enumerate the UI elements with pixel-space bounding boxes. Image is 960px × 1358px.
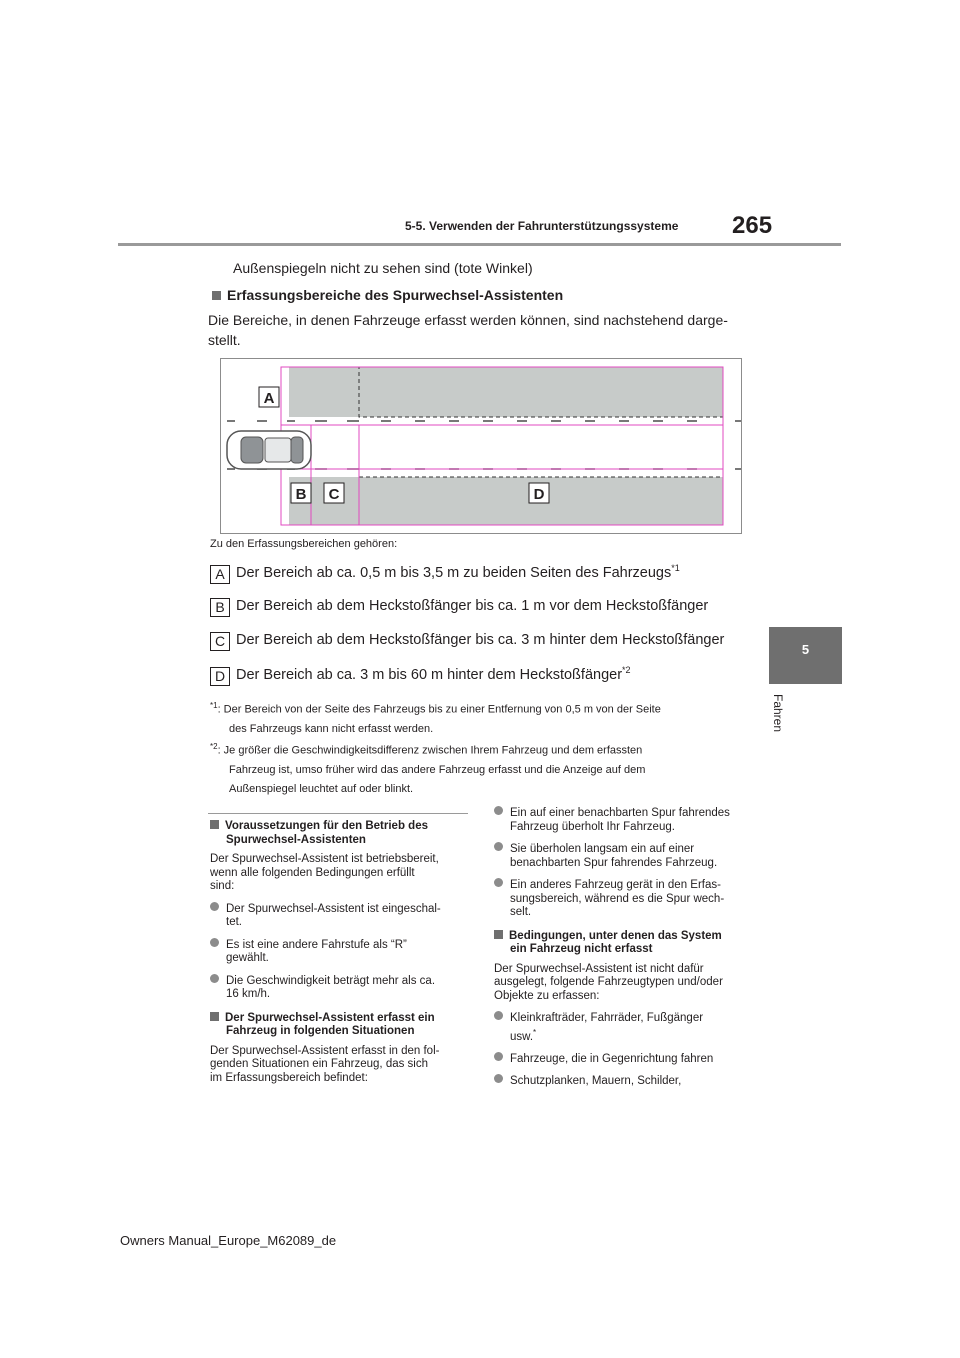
footnote-1-line1: : Der Bereich von der Seite des Fahrzeugs bis zu einer Entfernung von 0,5 m von der Seite (217, 703, 661, 716)
legend-key-a: A (210, 565, 230, 584)
label-b: B (295, 486, 307, 503)
legend-text-a: Der Bereich ab ca. 0,5 m bis 3,5 m zu beiden Seiten des Fahrzeugs (236, 564, 672, 581)
left-bullet-2 (210, 938, 472, 966)
right-bullet-3-line1: Ein anderes Fahrzeug gerät in den Erfas- (510, 879, 721, 891)
left-bullet-1-line2: tet. (226, 916, 242, 928)
left-heading-2-line2: Fahrzeug in folgenden Situationen (226, 1025, 415, 1037)
right-bullet-6-text: Schutzplanken, Mauern, Schilder, (510, 1075, 682, 1088)
right-bullet-3-line2: sungsbereich, während es die Spur wech- (510, 892, 725, 905)
heading-square-icon (210, 1012, 219, 1021)
right-heading-1 (494, 930, 756, 957)
right-bullet-5-text: Fahrzeuge, die in Gegenrichtung fahren (510, 1052, 714, 1065)
left-paragraph-1-line1: Der Spurwechsel-Assistent ist betriebsbereit, (210, 853, 439, 865)
diagram-caption: Zu den Erfassungsbereichen gehören: (210, 538, 398, 550)
column-separator (208, 813, 468, 814)
detection-area-diagram (220, 358, 742, 534)
bullet-dot-icon (210, 974, 219, 983)
heading-square-icon (212, 291, 221, 300)
right-bullet-4 (494, 1011, 756, 1044)
left-heading-1-line2: Spurwechsel-Assistenten (226, 833, 366, 846)
zone-d-top (359, 367, 723, 417)
left-column (210, 820, 472, 1085)
legend-key-c: C (210, 632, 230, 651)
left-paragraph-1 (210, 853, 472, 894)
bullet-dot-icon (494, 806, 503, 815)
footer-document-id: Owners Manual_Europe_M62089_de (120, 1233, 337, 1248)
header-rule (118, 243, 841, 246)
right-bullet-6 (494, 1074, 756, 1089)
right-bullet-4-line1: Kleinkrafträder, Fahrräder, Fußgänger (510, 1012, 704, 1024)
right-column (494, 806, 756, 1089)
car-icon (227, 431, 311, 469)
legend-sup-d: *2 (622, 665, 631, 675)
bullet-dot-icon (494, 1052, 503, 1061)
left-heading-1 (210, 820, 472, 847)
footnote-1-mark: *1 (210, 701, 218, 710)
right-bullet-2 (494, 842, 756, 870)
left-bullet-2-line1: Es ist eine andere Fahrstufe als “R” (226, 938, 407, 951)
heading-square-icon (210, 820, 219, 829)
left-paragraph-1-line3: sind: (210, 880, 235, 892)
right-paragraph-1-line2: ausgelegt, folgende Fahrzeugtypen und/oder (494, 976, 723, 988)
bullet-dot-icon (494, 1011, 503, 1020)
label-c: C (328, 486, 340, 503)
zone-a-top (289, 367, 359, 417)
bullet-dot-icon (210, 938, 219, 947)
right-bullet-3 (494, 878, 756, 920)
right-paragraph-1 (494, 963, 756, 1004)
label-a: A (263, 390, 275, 407)
left-paragraph-2-line3: im Erfassungsbereich befindet: (210, 1071, 368, 1084)
right-bullet-4-line2: usw. (510, 1030, 534, 1043)
section-header: 5-5. Verwenden der Fahrunterstützungssysteme (405, 219, 679, 233)
right-bullet-2-line2: benachbarten Spur fahrendes Fahrzeug. (510, 856, 718, 869)
right-bullet-2-line1: Sie überholen langsam ein auf einer (510, 843, 695, 855)
legend-key-d: D (210, 667, 230, 686)
legend-text-b: Der Bereich ab dem Heckstoßfänger bis ca. 1 m vor dem Heckstoßfänger (236, 598, 709, 614)
section-paragraph-line-2: stellt. (208, 332, 241, 348)
left-heading-2 (210, 1012, 472, 1039)
bullet-dot-icon (494, 842, 503, 851)
left-bullet-3-line1: Die Geschwindigkeit beträgt mehr als ca. (226, 974, 436, 987)
legend-key-b: B (210, 598, 230, 617)
right-bullet-4-sup: * (533, 1027, 537, 1037)
footnote-1-line2: des Fahrzeugs kann nicht erfasst werden. (229, 722, 434, 735)
section-paragraph-line-1: Die Bereiche, in denen Fahrzeuge erfasst werden können, sind nachstehend darge- (208, 312, 728, 328)
label-d: D (533, 486, 545, 503)
right-bullet-1-line1: Ein auf einer benachbarten Spur fahrendes (510, 807, 730, 819)
diagram-svg (221, 359, 741, 533)
left-heading-2-line1: Der Spurwechsel-Assistent erfasst ein (225, 1011, 435, 1024)
right-heading-1-line2: ein Fahrzeug nicht erfasst (510, 943, 653, 955)
left-paragraph-2-line1: Der Spurwechsel-Assistent erfasst in den fol- (210, 1044, 440, 1057)
section-heading (212, 285, 563, 305)
bullet-dot-icon (494, 878, 503, 887)
legend-item-d (210, 665, 631, 686)
legend-item-a (210, 563, 680, 584)
left-bullet-1-line1: Der Spurwechsel-Assistent ist eingeschal- (226, 902, 441, 915)
legend-item-c (210, 632, 724, 651)
left-bullet-3-line2: 16 km/h. (226, 988, 271, 1000)
left-bullet-2-line2: gewählt. (226, 952, 269, 964)
heading-square-icon (494, 930, 503, 939)
legend-text-d: Der Bereich ab ca. 3 m bis 60 m hinter dem Heckstoßfänger (236, 666, 623, 683)
footnote-2-line2: Fahrzeug ist, umso früher wird das andere Fahrzeug erfasst und die Anzeige auf dem (229, 763, 646, 776)
right-bullet-5 (494, 1052, 756, 1067)
bullet-dot-icon (494, 1074, 503, 1083)
right-bullet-1-line2: Fahrzeug überholt Ihr Fahrzeug. (510, 820, 675, 833)
chapter-tab-label: Fahren (771, 693, 785, 733)
right-paragraph-1-line1: Der Spurwechsel-Assistent ist nicht dafür (494, 962, 704, 975)
left-bullet-1 (210, 902, 472, 930)
left-paragraph-2 (210, 1045, 472, 1086)
page-number: 265 (732, 212, 773, 239)
footnote-2-mark: *2 (210, 742, 218, 751)
footnote-2 (210, 737, 750, 799)
right-bullet-1 (494, 806, 756, 834)
legend-sup-a: *1 (671, 563, 680, 573)
footnote-1 (210, 696, 750, 739)
right-heading-1-line1: Bedingungen, unter denen das System (509, 929, 722, 942)
right-paragraph-1-line3: Objekte zu erfassen: (494, 989, 600, 1002)
bullet-dot-icon (210, 902, 219, 911)
intro-line: Außenspiegeln nicht zu sehen sind (tote Winkel) (233, 260, 533, 276)
left-bullet-3 (210, 974, 472, 1002)
section-heading-text: Erfassungsbereiche des Spurwechsel-Assistenten (227, 287, 564, 303)
left-heading-1-line1: Voraussetzungen für den Betrieb des (225, 820, 428, 832)
left-paragraph-1-line2: wenn alle folgenden Bedingungen erfüllt (210, 866, 415, 879)
legend-text-c: Der Bereich ab dem Heckstoßfänger bis ca. 3 m hinter dem Heckstoßfänger (236, 632, 725, 648)
footnote-2-line3: Außenspiegel leuchtet auf oder blinkt. (229, 782, 414, 795)
right-bullet-3-line3: selt. (510, 906, 532, 918)
legend-item-b (210, 598, 708, 617)
footnote-2-line1: : Je größer die Geschwindigkeitsdifferenz zwischen Ihrem Fahrzeug und dem erfassten (217, 744, 643, 757)
chapter-tab-number: 5 (769, 627, 842, 684)
left-paragraph-2-line2: genden Situationen ein Fahrzeug, das sich (210, 1058, 429, 1070)
